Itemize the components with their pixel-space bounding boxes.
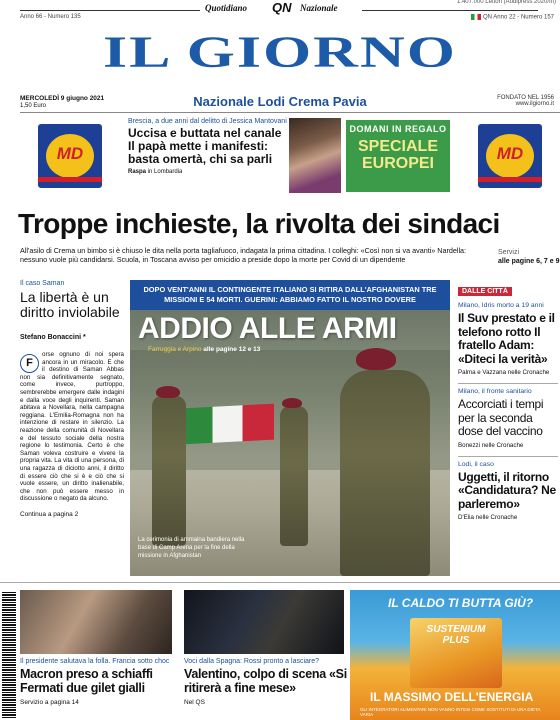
soldier-figure [152,396,186,546]
feature-story[interactable] [130,280,450,576]
city-story-headline: Uggetti, il ritorno «Candidatura? Ne parleremo» [458,469,556,511]
feature-headline: ADDIO ALLE ARMI [138,312,397,345]
city-story-headline: Il Suv prestato e il telefono rotto Il fratello Adam: «Diteci la verità» [458,311,555,366]
lead-page-ref [498,248,559,266]
circulation-note: 1.407.000 Lettori (Audipress 2020/III) [456,0,556,5]
city-story-divider [458,383,558,384]
teaser-footer-name: Raspa [128,169,147,175]
ad-slogan: IL MASSIMO DELL'ENERGIA [370,690,534,704]
opinion-body-text: orse ognuno di noi spera ancora in un miracolo. E che il destino di Saman Abbas non sia definitivamente segnato, come invece, purtroppo, sembrerebbe emergere dalle indagini e dalla voce degli inquirenti. Saman abitava a Novellara, nella campagna reggiana. L'Emilia-Romagna non ha intenzione di restare in silenzio. La reazione della comunità di Novellara e del tessuto sociale della nostra regione lo testimonia. Certo è che Saman voleva costruire e vivere la propria vita. La vita di una persona, di una ragazza di diciotto anni, il diritto di essere ciò che si è e ciò che si vuole essere, un diritto inalienabile, che non può essere messo in discussione o negato da alcuno. [20,351,124,503]
bottom-story-kicker: Il presidente salutava la folla. Francia sotto choc [20,658,170,665]
teaser-footer-section: in Lombardia [147,169,183,175]
italian-flag [182,404,274,445]
city-news-column [458,280,558,521]
opinion-kicker: Il caso Saman [20,280,65,287]
founded-info [497,95,554,107]
opinion-author: Stefano Bonaccini * [20,334,86,341]
founded-year: FONDATO NEL 1956 [497,95,554,101]
md-ad-stripe [478,177,542,182]
issue-number-left: Anno 66 - Numero 135 [20,14,81,20]
bottom-story-footer: Nel QS [184,699,205,706]
top-rule-right [362,10,538,11]
teaser-headline: Uccisa e buttata nel canale Il papà mette i manifesti: basta omertà, chi sa parli [128,126,282,166]
issue-number-right [471,14,554,21]
city-story-headline: Accorciati i tempi per la seconda dose del vaccino [458,397,544,438]
md-ad-left[interactable] [38,124,102,188]
city-story-3[interactable] [458,461,558,522]
city-story-byline: D'Elia nelle Cronache [458,514,518,521]
barcode [2,592,16,718]
opinion-title: La libertà è un diritto inviolabile [20,289,120,320]
teaser-kicker: Brescia, a due anni dal delitto di Jessica Mantovani [128,118,287,125]
bottom-story-footer: Servizio a pagina 14 [20,699,79,706]
soldier-beret [282,398,302,408]
city-story-kicker: Lodi, il caso [458,460,494,468]
saluting-soldier-beret [356,348,396,370]
city-news-label: DALLE CITTÀ [458,287,512,296]
bottom-story-1-photo [20,590,172,654]
bottom-rule [0,582,560,583]
city-story-1[interactable] [458,302,558,376]
md-ad-label: MD [496,144,524,163]
md-ad-stripe [38,177,102,182]
bottom-story-headline: Macron preso a schiaffi Fermati due gilet gialli [20,667,153,695]
issue-number-right-text: QN Anno 22 - Numero 157 [482,14,554,21]
teaser-photo [289,118,341,193]
teaser-story[interactable] [128,118,288,175]
city-story-2[interactable] [458,388,558,449]
italian-flag-icon [471,14,481,20]
md-ad-right[interactable] [478,124,542,188]
city-story-byline: Bonezzi nelle Cronache [458,441,524,449]
bottom-story-2-photo [184,590,344,654]
ad-title: IL CALDO TI BUTTA GIÙ? [388,596,534,610]
city-story-divider [458,456,558,457]
bottom-story-kicker: Voci dalla Spagna: Rossi pronto a lasciare? [184,658,320,665]
saluting-soldier-figure [340,370,430,576]
sustenium-ad[interactable] [350,590,560,720]
bottom-story-headline: Valentino, colpo di scena «Si ritirerà a fine mese» [184,667,347,695]
lead-summary: All'asilo di Crema un bimbo si è chiuso le dita nella porta tagliafuoco, indagata la prima cittadina. I colleghi: «Così non si va avanti» Nardella: nessuno vuole più candidarsi. Scuola, in Toscana avviso per omicidio a preside dopo la morte per Covid di un dipendente [20,246,467,264]
website-link[interactable]: www.ilgiorno.it [515,101,554,107]
soldier-figure [280,406,308,546]
ad-brand: SUSTENIUM PLUS [426,624,486,646]
city-story-kicker: Milano, il fronte sanitario [458,388,532,395]
feature-ref-names: Farruggia e Arpino [148,346,202,353]
feature-ref-pages: alle pagine 12 e 13 [203,346,261,353]
newspaper-logo[interactable]: IL GIORNO [103,27,457,77]
feature-banner: DOPO VENT'ANNI IL CONTINGENTE ITALIANO SI RITIRA DALL'AFGHANISTAN TRE MISSIONI E 54 MORTI. GUERINI: ABBIAMO FATTO IL NOSTRO DOVERE [143,285,437,304]
top-rule-left [20,10,200,11]
city-story-kicker: Milano, Idris morto a 19 anni [458,302,544,309]
feature-page-ref [148,346,260,353]
header-rule [20,112,560,113]
md-ad-label: MD [56,144,84,163]
city-story-byline: Palma e Vazzana nelle Cronache [458,369,550,376]
lead-page-ref-pages: alle pagine 6, 7 e 9 [498,258,560,265]
edition-name: Nazionale Lodi Crema Pavia [193,94,367,109]
gift-promo-title: DOMANI IN REGALO [349,124,447,134]
lead-page-ref-label: Servizi [498,249,520,256]
ad-fine-print: GLI INTEGRATORI ALIMENTARI NON VANNO INTESI COME SOSTITUTI DI UNA DIETA VARIA [360,707,541,717]
quotidiano-label: Quotidiano [205,3,248,13]
teaser-footer [128,169,288,175]
opinion-continue[interactable]: Continua a pagina 2 [20,510,79,518]
bottom-story-2[interactable] [184,658,348,706]
feature-photo-caption: La cerimonia di ammaina bandiera nella base di Camp Arena per la fine della missione in Afghanistan [138,537,245,559]
issue-date: MERCOLEDÌ 9 giugno 2021 [20,95,105,102]
opinion-column[interactable] [20,280,124,518]
nazionale-label: Nazionale [300,3,338,13]
lead-headline[interactable]: Troppe inchieste, la rivolta dei sindaci [18,208,500,239]
gift-promo[interactable] [346,120,450,192]
soldier-beret [156,386,180,398]
gift-promo-subtitle: SPECIALE EUROPEI [357,138,438,172]
bottom-story-1[interactable] [20,658,180,706]
opinion-dropcap: F [20,354,39,373]
qn-logo: QN [272,0,292,15]
opinion-body [20,351,124,503]
issue-price: 1,50 Euro [20,103,47,109]
feature-photo [130,310,450,576]
